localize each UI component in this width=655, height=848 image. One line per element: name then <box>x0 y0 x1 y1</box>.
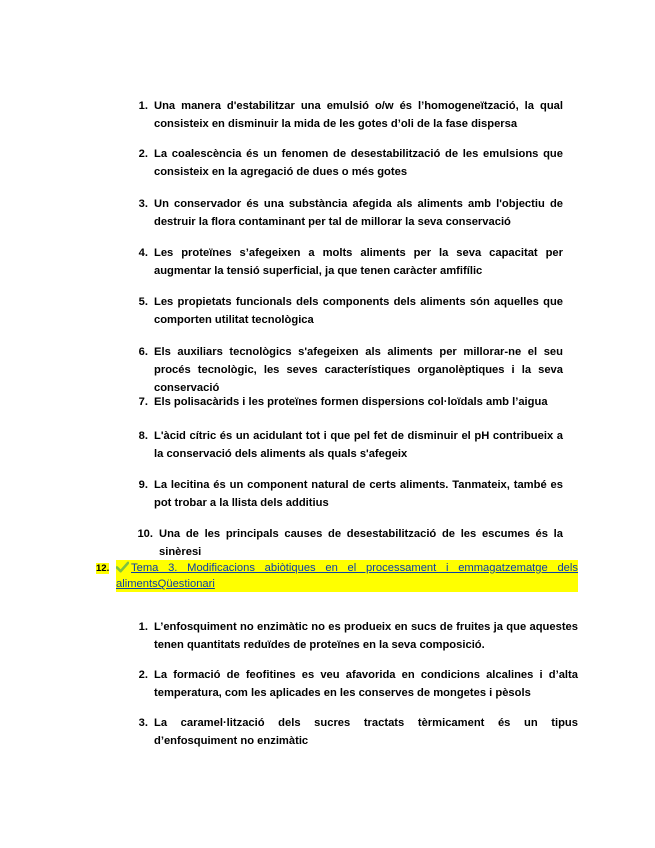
heading-link[interactable] <box>116 560 578 592</box>
list-text: Una de les principals causes de desestabilització de les escumes és la sinèresi <box>159 528 563 558</box>
list-number: 7. <box>138 396 148 408</box>
list-text: Les propietats funcionals dels components dels aliments són aquelles que comporten utilitat tecnològica <box>154 296 563 326</box>
list-number: 3. <box>138 198 148 210</box>
list-text: Les proteïnes s’afegeixen a molts aliments per la seva capacitat per augmentar la tensió superficial, ja que tenen caràcter amfifílic <box>154 247 563 277</box>
list-number: 9. <box>138 479 148 491</box>
list-text: La caramel·lització dels sucres tractats tèrmicament és un tipus d’enfosquiment no enzimàtic <box>154 717 578 747</box>
list-number: 2. <box>138 669 148 681</box>
check-icon <box>116 561 129 573</box>
list-text: Els auxiliars tecnològics s'afegeixen als aliments per millorar-ne el seu procés tecnològic, les seves característiques organolèptiques i la seva conservació <box>154 346 563 394</box>
list-number: 5. <box>138 296 148 308</box>
heading-text: Tema 3. Modificacions abiòtiques en el processament i emmagatzematge dels alimentsQüestionari <box>116 562 578 590</box>
list-text: Un conservador és una substància afegida als aliments amb l'objectiu de destruir la flora contaminant per tal de millorar la seva conservació <box>154 198 563 228</box>
list-text: La lecitina és un component natural de certs aliments. Tanmateix, també es pot trobar a la llista dels additius <box>154 479 563 509</box>
list-number: 2. <box>138 148 148 160</box>
list-text: La formació de feofitines es veu afavorida en condicions alcalines i d’alta temperatura, com les aplicades en les conserves de mongetes i pèsols <box>154 669 578 699</box>
list-number: 10. <box>137 528 153 540</box>
list-text: La coalescència és un fenomen de desestabilització de les emulsions que consisteix en la agregació de dues o més gotes <box>154 148 563 178</box>
list-number: 6. <box>138 346 148 358</box>
list-number: 1. <box>138 621 148 633</box>
heading-number: 12. <box>96 563 110 574</box>
list-number: 8. <box>138 430 148 442</box>
list-number: 1. <box>138 100 148 112</box>
list-number: 4. <box>138 247 148 259</box>
list-text: L’enfosquiment no enzimàtic no es produeix en sucs de fruites ja que aquestes tenen quantitats reduïdes de proteïnes en la seva composició. <box>154 621 578 651</box>
list-text: Una manera d'estabilitzar una emulsió o/w és l’homogeneïtzació, la qual consisteix en disminuir la mida de les gotes d’oli de la fase dispersa <box>154 100 563 130</box>
list-text: L'àcid cítric és un acidulant tot i que pel fet de disminuir el pH contribueix a la conservació dels aliments als quals s'afegeix <box>154 430 563 460</box>
list-number: 3. <box>138 717 148 729</box>
list-text: Els polisacàrids i les proteïnes formen dispersions col·loïdals amb l’aigua <box>154 396 548 408</box>
